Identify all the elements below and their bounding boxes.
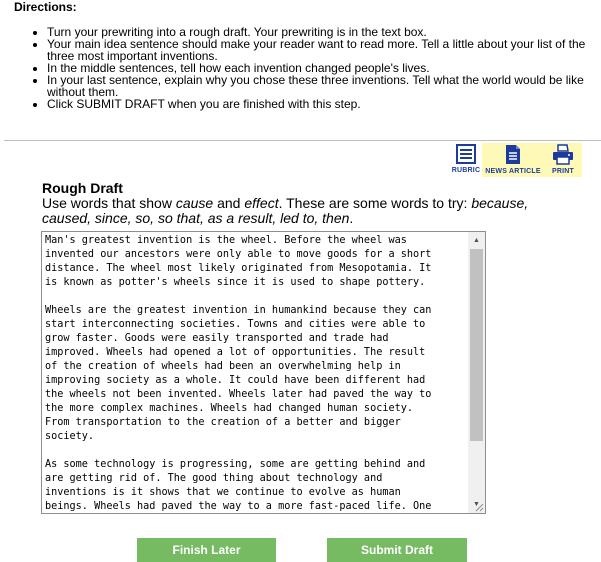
resize-grip-icon[interactable] [474,502,484,512]
directions-item: • In the middle sentences, tell how each invention changed people's lives. [47,62,599,74]
instr-and: and [213,195,245,211]
news-article-label: NEWS ARTICLE [485,168,541,175]
finish-later-button[interactable]: Finish Later [137,538,276,562]
instr-word-list: because, caused, since, so, so that, as a result, led to, then [42,195,529,226]
scroll-up-arrow-icon[interactable]: ▲ [473,237,480,244]
instr-cause: cause [175,195,214,211]
news-article-icon [503,144,523,165]
directions-item: • Click SUBMIT DRAFT when you are finished with this step. [47,98,599,110]
instr-effect: effect [244,195,279,211]
directions-item: • Your main idea sentence should make your reader want to read more. Tell a little about your list of the three most important inventions. [47,38,599,62]
directions-list [14,26,599,110]
submit-draft-button[interactable]: Submit Draft [327,538,467,562]
printer-icon [551,144,575,165]
toolbar [450,143,582,177]
rubric-label: RUBRIC [451,167,481,174]
rough-draft-textarea[interactable] [42,232,467,513]
directions-title: Directions: [14,0,77,14]
directions-item: • In your last sentence, explain why you chose these three inventions. Tell what the world would be like without them. [47,74,599,98]
instr-end: . [349,210,354,226]
directions-item: • Turn your prewriting into a rough draft. Your prewriting is in the text box. [47,26,599,38]
news-article-button[interactable] [482,143,544,177]
rough-draft-instructions [42,196,562,226]
print-button[interactable] [544,143,582,177]
rubric-button[interactable] [450,143,482,177]
instr-middle: . These are some words to try: [278,195,472,211]
editor-scrollbar[interactable] [468,232,485,513]
rough-draft-title: Rough Draft [42,180,123,196]
scroll-down-arrow-icon[interactable]: ▼ [473,501,480,508]
scrollbar-thumb[interactable] [470,249,483,441]
section-divider [4,140,601,141]
print-label: PRINT [552,168,574,175]
directions-section [14,0,599,110]
instr-prefix: Use words that show [42,195,176,211]
rough-draft-editor [41,231,486,514]
rubric-icon [455,144,477,164]
